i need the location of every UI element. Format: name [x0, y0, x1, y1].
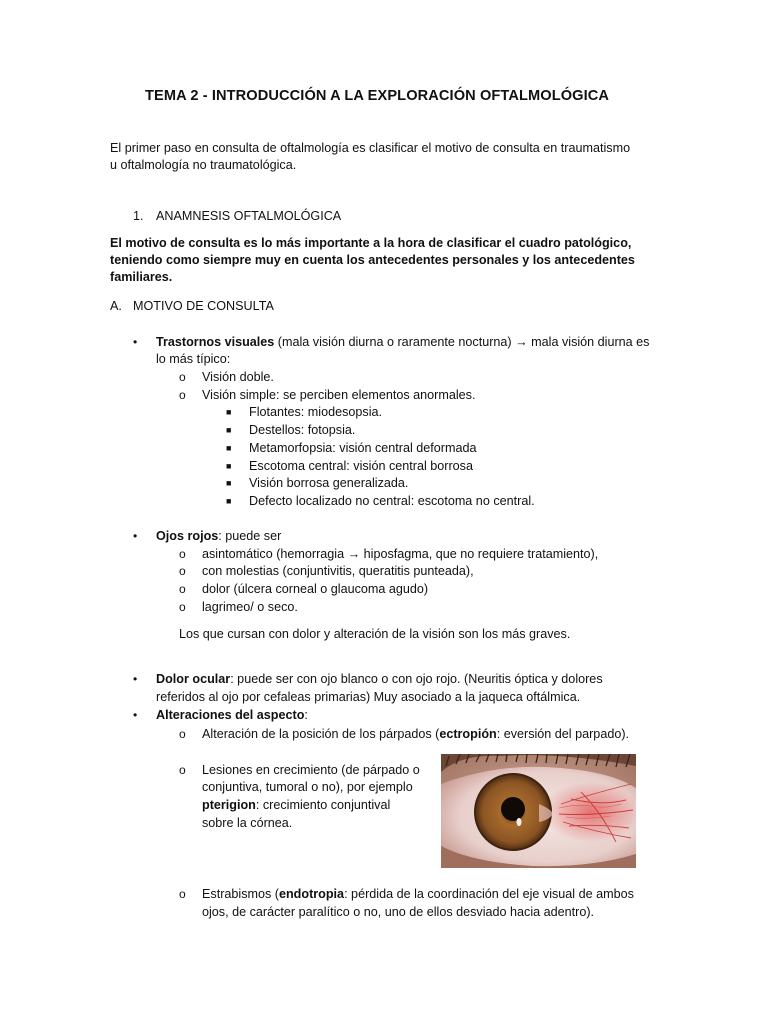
ojos-rojos-item: lagrimeo/ o seco.	[202, 600, 298, 614]
circle-bullet-icon: o	[179, 370, 186, 384]
square-bullet-icon: ■	[226, 478, 232, 488]
dolor-line-1: Dolor ocular: puede ser con ojo blanco o con ojo rojo. (Neuritis óptica y dolores	[156, 672, 603, 686]
alteraciones-item-1: Alteración de la posición de los párpados (ectropión: eversión del parpado).	[202, 727, 630, 741]
ojos-rojos-item: dolor (úlcera corneal o glaucoma agudo)	[202, 582, 429, 596]
subsection-letter: A.	[110, 299, 122, 313]
section-heading: ANAMNESIS OFTALMOLÓGICA	[156, 209, 342, 223]
alteraciones-item-2-line-2: conjuntiva, tumoral o no), por ejemplo	[202, 780, 413, 794]
alteraciones-item-2-line-4: sobre la córnea.	[202, 816, 293, 830]
square-bullet-icon: ■	[226, 407, 232, 417]
square-bullet-icon: ■	[226, 425, 232, 435]
list-item: Defecto localizado no central: escotoma no central.	[249, 494, 535, 508]
intro-line-1: El primer paso en consulta de oftalmología es clasificar el motivo de consulta en traumatismo	[110, 141, 631, 155]
circle-bullet-icon: o	[179, 600, 186, 614]
ojos-rojos-line: Ojos rojos: puede ser	[156, 529, 282, 543]
list-item: Escotoma central: visión central borrosa	[249, 459, 473, 473]
bullet-icon: •	[133, 672, 138, 686]
square-bullet-icon: ■	[226, 496, 232, 506]
ojos-rojos-item: asintomático (hemorragia → hiposfagma, que no requiere tratamiento),	[202, 547, 599, 561]
dolor-line-2: referidos al ojo por cefaleas primarias) Muy asociado a la jaqueca oftálmica.	[156, 690, 581, 704]
intro-line-2: u oftalmología no traumatológica.	[110, 158, 297, 172]
circle-bullet-icon: o	[179, 388, 186, 402]
subsection-heading: MOTIVO DE CONSULTA	[133, 299, 274, 313]
trastornos-sub-1: Visión doble.	[202, 370, 274, 384]
square-bullet-icon: ■	[226, 443, 232, 453]
list-item: Metamorfopsia: visión central deformada	[249, 441, 477, 455]
ojos-rojos-item: con molestias (conjuntivitis, queratitis punteada),	[202, 564, 474, 578]
circle-bullet-icon: o	[179, 887, 186, 901]
circle-bullet-icon: o	[179, 547, 186, 561]
section-intro-line-2: teniendo como siempre muy en cuenta los antecedentes personales y los antecedentes	[110, 253, 635, 267]
alteraciones-heading: Alteraciones del aspecto:	[156, 708, 308, 722]
ojos-rojos-note: Los que cursan con dolor y alteración de la visión son los más graves.	[179, 627, 571, 641]
circle-bullet-icon: o	[179, 763, 186, 777]
section-number: 1.	[133, 209, 144, 223]
alteraciones-item-2-line-1: Lesiones en crecimiento (de párpado o	[202, 763, 420, 777]
pterygium-eye-image	[441, 754, 636, 868]
alteraciones-item-2-line-3: pterigion: crecimiento conjuntival	[202, 798, 391, 812]
list-item: Destellos: fotopsia.	[249, 423, 356, 437]
circle-bullet-icon: o	[179, 564, 186, 578]
bullet-icon: •	[133, 335, 138, 349]
list-item: Visión borrosa generalizada.	[249, 476, 409, 490]
list-item: Flotantes: miodesopsia.	[249, 405, 383, 419]
trastornos-line-1: Trastornos visuales (mala visión diurna o raramente nocturna) → mala visión diurna es	[156, 335, 650, 349]
circle-bullet-icon: o	[179, 727, 186, 741]
bullet-icon: •	[133, 529, 138, 543]
alteraciones-item-3-line-1: Estrabismos (endotropia: pérdida de la coordinación del eje visual de ambos	[202, 887, 634, 901]
bullet-icon: •	[133, 708, 138, 722]
section-intro-line-1: El motivo de consulta es lo más importante a la hora de clasificar el cuadro patológico,	[110, 236, 632, 250]
circle-bullet-icon: o	[179, 582, 186, 596]
alteraciones-item-3-line-2: ojos, de carácter paralítico o no, uno de ellos desviado hacia adentro).	[202, 905, 595, 919]
page-title: TEMA 2 - INTRODUCCIÓN A LA EXPLORACIÓN OFTALMOLÓGICA	[145, 88, 610, 104]
section-intro-line-3: familiares.	[110, 270, 173, 284]
square-bullet-icon: ■	[226, 461, 232, 471]
trastornos-sub-2: Visión simple: se perciben elementos anormales.	[202, 388, 476, 402]
trastornos-line-2: lo más típico:	[156, 352, 231, 366]
